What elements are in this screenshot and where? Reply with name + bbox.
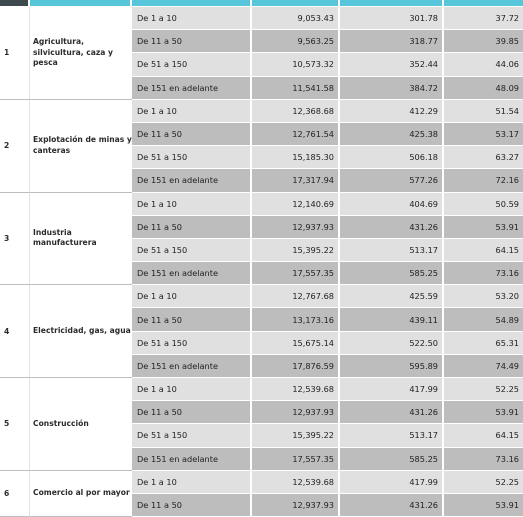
value-hourly: 72.16 (444, 169, 523, 192)
value-hourly: 53.20 (444, 285, 523, 308)
value-hourly: 63.27 (444, 146, 523, 169)
value-hourly: 52.25 (444, 471, 523, 494)
sector-number: 5 (0, 378, 30, 471)
value-daily: 585.25 (340, 262, 444, 285)
value-monthly: 12,937.93 (252, 494, 340, 517)
table-header-bar (0, 0, 523, 6)
sector-name: Industria manufacturera (30, 193, 132, 286)
employee-range: De 11 a 50 (132, 30, 252, 53)
employee-range: De 1 a 10 (132, 7, 252, 30)
value-monthly: 15,675.14 (252, 332, 340, 355)
value-hourly: 65.31 (444, 332, 523, 355)
wage-table-body (0, 7, 523, 517)
employee-range: De 51 a 150 (132, 53, 252, 76)
table-row (0, 471, 523, 494)
value-monthly: 12,761.54 (252, 123, 340, 146)
employee-range: De 11 a 50 (132, 494, 252, 517)
value-monthly: 17,876.59 (252, 355, 340, 378)
sector-name: Agricultura, silvicultura, caza y pesca (30, 7, 132, 100)
employee-range: De 11 a 50 (132, 308, 252, 331)
employee-range: De 11 a 50 (132, 401, 252, 424)
employee-range: De 1 a 10 (132, 471, 252, 494)
table-row (0, 193, 523, 216)
value-daily: 352.44 (340, 53, 444, 76)
value-monthly: 17,557.35 (252, 262, 340, 285)
value-daily: 431.26 (340, 216, 444, 239)
value-monthly: 17,557.35 (252, 448, 340, 471)
header-cell-value-2 (340, 0, 442, 6)
value-monthly: 9,563.25 (252, 30, 340, 53)
value-monthly: 17,317.94 (252, 169, 340, 192)
value-monthly: 12,937.93 (252, 401, 340, 424)
value-daily: 384.72 (340, 77, 444, 100)
employee-range: De 11 a 50 (132, 216, 252, 239)
value-hourly: 53.91 (444, 401, 523, 424)
sector-name: Construcción (30, 378, 132, 471)
value-monthly: 15,185.30 (252, 146, 340, 169)
value-daily: 404.69 (340, 193, 444, 216)
sector-number: 1 (0, 7, 30, 100)
value-hourly: 64.15 (444, 239, 523, 262)
value-daily: 425.38 (340, 123, 444, 146)
value-daily: 318.77 (340, 30, 444, 53)
employee-range: De 1 a 10 (132, 378, 252, 401)
employee-range: De 51 a 150 (132, 146, 252, 169)
value-monthly: 9,053.43 (252, 7, 340, 30)
value-daily: 425.59 (340, 285, 444, 308)
value-hourly: 48.09 (444, 77, 523, 100)
employee-range: De 151 en adelante (132, 169, 252, 192)
value-hourly: 54.89 (444, 308, 523, 331)
value-monthly: 10,573.32 (252, 53, 340, 76)
value-hourly: 44.06 (444, 53, 523, 76)
value-monthly: 15,395.22 (252, 239, 340, 262)
value-daily: 431.26 (340, 401, 444, 424)
employee-range: De 51 a 150 (132, 239, 252, 262)
sector-number: 3 (0, 193, 30, 286)
value-hourly: 50.59 (444, 193, 523, 216)
sector-name: Explotación de minas y canteras (30, 100, 132, 193)
header-cell-value-1 (252, 0, 338, 6)
value-hourly: 53.91 (444, 216, 523, 239)
employee-range: De 1 a 10 (132, 193, 252, 216)
value-monthly: 12,368.68 (252, 100, 340, 123)
value-hourly: 37.72 (444, 7, 523, 30)
value-daily: 412.29 (340, 100, 444, 123)
value-hourly: 39.85 (444, 30, 523, 53)
value-daily: 506.18 (340, 146, 444, 169)
table-row (0, 285, 523, 308)
value-daily: 577.26 (340, 169, 444, 192)
employee-range: De 1 a 10 (132, 285, 252, 308)
value-monthly: 12,539.68 (252, 378, 340, 401)
value-hourly: 64.15 (444, 424, 523, 447)
value-monthly: 12,140.69 (252, 193, 340, 216)
header-cell-range (132, 0, 250, 6)
value-hourly: 51.54 (444, 100, 523, 123)
value-monthly: 15,395.22 (252, 424, 340, 447)
employee-range: De 151 en adelante (132, 448, 252, 471)
value-monthly: 12,767.68 (252, 285, 340, 308)
wage-table (0, 7, 523, 517)
table-row (0, 100, 523, 123)
header-cell-value-3 (444, 0, 523, 6)
value-daily: 513.17 (340, 424, 444, 447)
sector-number: 2 (0, 100, 30, 193)
value-hourly: 74.49 (444, 355, 523, 378)
value-daily: 595.89 (340, 355, 444, 378)
value-daily: 417.99 (340, 378, 444, 401)
employee-range: De 11 a 50 (132, 123, 252, 146)
value-daily: 522.50 (340, 332, 444, 355)
sector-name: Electricidad, gas, agua (30, 285, 132, 378)
value-hourly: 53.91 (444, 494, 523, 517)
employee-range: De 151 en adelante (132, 355, 252, 378)
table-row (0, 7, 523, 30)
value-hourly: 52.25 (444, 378, 523, 401)
sector-number: 4 (0, 285, 30, 378)
employee-range: De 51 a 150 (132, 332, 252, 355)
value-daily: 513.17 (340, 239, 444, 262)
value-monthly: 12,937.93 (252, 216, 340, 239)
table-row (0, 378, 523, 401)
value-hourly: 73.16 (444, 448, 523, 471)
employee-range: De 1 a 10 (132, 100, 252, 123)
value-monthly: 13,173.16 (252, 308, 340, 331)
value-daily: 431.26 (340, 494, 444, 517)
value-daily: 301.78 (340, 7, 444, 30)
sector-name: Comercio al por mayor (30, 471, 132, 517)
employee-range: De 51 a 150 (132, 424, 252, 447)
sector-number: 6 (0, 471, 30, 517)
value-monthly: 11,541.58 (252, 77, 340, 100)
value-daily: 439.11 (340, 308, 444, 331)
value-monthly: 12,539.68 (252, 471, 340, 494)
header-cell-sector (30, 0, 130, 6)
employee-range: De 151 en adelante (132, 262, 252, 285)
value-hourly: 73.16 (444, 262, 523, 285)
value-hourly: 53.17 (444, 123, 523, 146)
header-cell-number (0, 0, 28, 6)
employee-range: De 151 en adelante (132, 77, 252, 100)
value-daily: 417.99 (340, 471, 444, 494)
value-daily: 585.25 (340, 448, 444, 471)
